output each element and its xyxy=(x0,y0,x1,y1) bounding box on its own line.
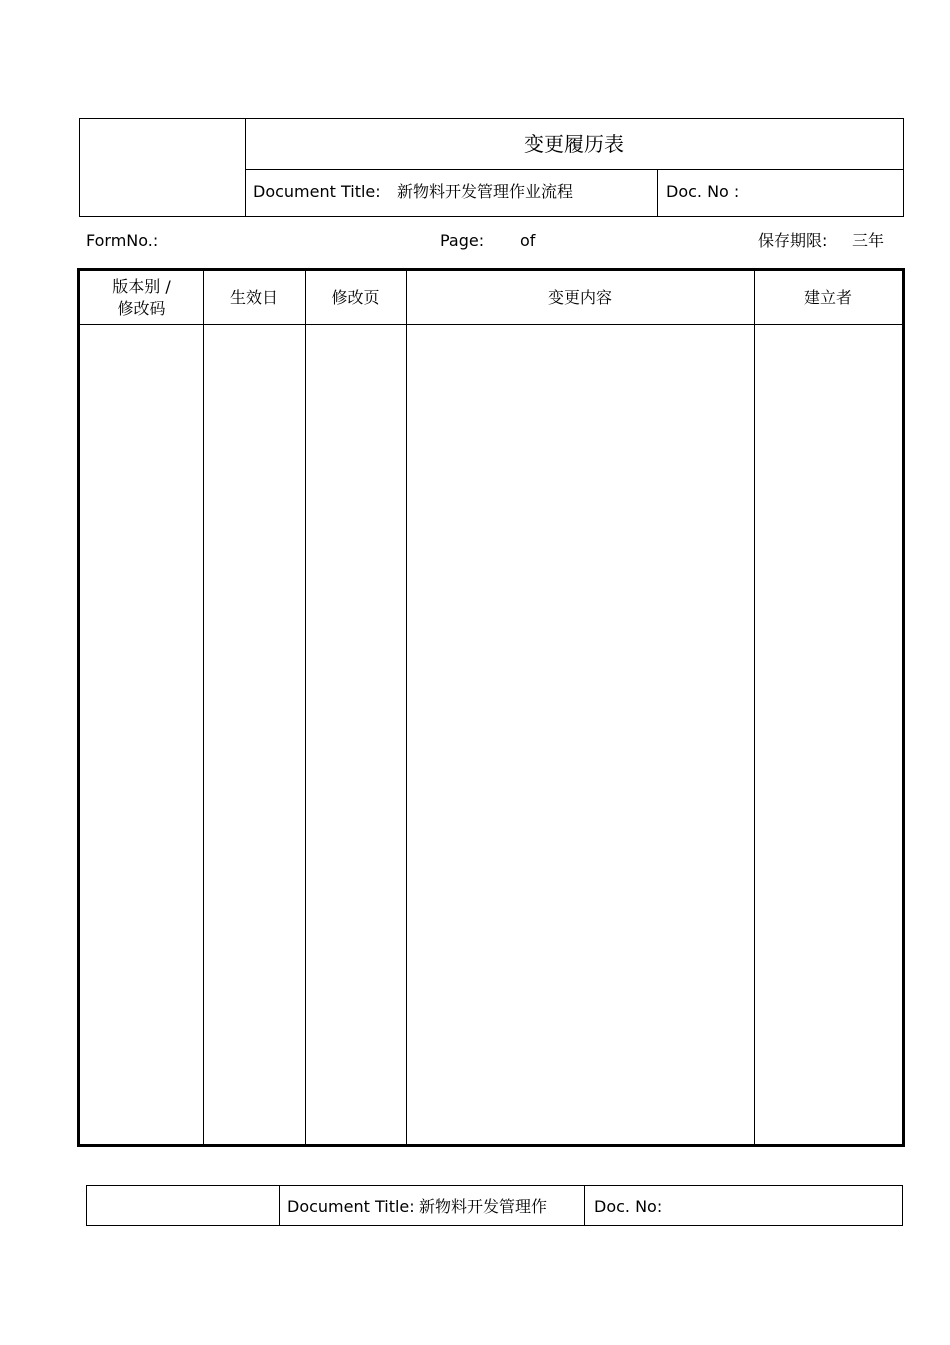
page-label: Page: xyxy=(440,231,485,250)
header-divider xyxy=(80,324,902,325)
page-of-label: of xyxy=(520,231,536,250)
retention-label: 保存期限: xyxy=(758,231,828,250)
doc-title-cell xyxy=(245,169,658,216)
document-header xyxy=(79,118,904,217)
footer-doc-no-label: Doc. No: xyxy=(594,1197,663,1216)
form-no-label: FormNo.: xyxy=(86,231,159,250)
retention-value: 三年 xyxy=(852,231,885,250)
footer-logo-cell xyxy=(87,1186,280,1225)
change-log-table xyxy=(77,268,905,1147)
doc-info-row xyxy=(245,169,903,216)
form-title: 变更履历表 xyxy=(524,132,624,156)
doc-title-label: Document Title: xyxy=(253,182,381,201)
doc-title-value: 新物料开发管理作业流程 xyxy=(397,182,574,201)
column-divider xyxy=(754,271,755,1144)
column-divider xyxy=(305,271,306,1144)
column-header-change-content: 变更内容 xyxy=(547,287,612,307)
footer-doc-title-cell xyxy=(279,1186,585,1225)
column-header-version: 版本别 / 修改码 xyxy=(112,276,171,318)
column-header-revised-page: 修改页 xyxy=(331,287,380,307)
form-title-row xyxy=(245,119,903,170)
logo-cell xyxy=(80,119,246,216)
document-footer xyxy=(86,1185,903,1226)
column-divider xyxy=(406,271,407,1144)
column-header-effective-date: 生效日 xyxy=(229,287,278,307)
column-header-creator: 建立者 xyxy=(803,287,852,307)
footer-doc-title-label: Document Title: xyxy=(287,1197,415,1216)
doc-no-label: Doc. No : xyxy=(666,182,740,201)
footer-doc-title-value: 新物料开发管理作 xyxy=(419,1197,548,1216)
column-divider xyxy=(203,271,204,1144)
